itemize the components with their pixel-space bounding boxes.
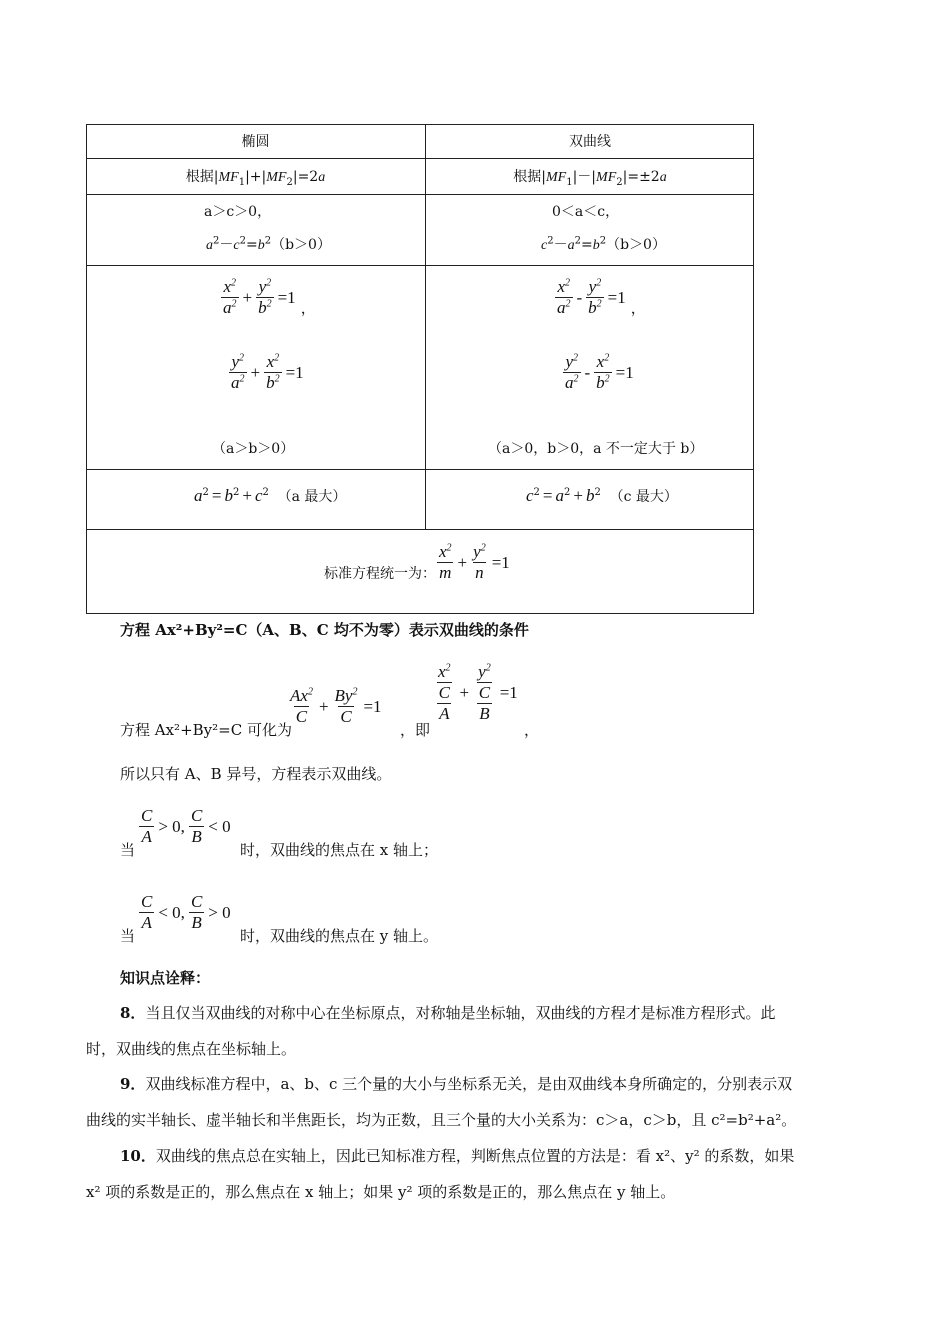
conversion-suffix: ， [524,721,540,739]
note-8: 8．当且仅当双曲线的对称中心在坐标原点，对称轴是坐标轴，双曲线的方程才是标准方程形式。此 [120,1004,776,1022]
ellipse-equation-note: （a＞b＞0） [212,441,295,457]
ellipse-equation-y: $\frac{y^2}{a^2}$ + $\frac{x^2}{b^2}$ =1 [231,352,304,392]
table-border-right [753,124,754,614]
table-border-bottom [86,613,754,614]
table-divider [86,265,754,266]
conversion-prefix: 方程 Ax²+By²=C 可化为 [120,721,292,739]
note-8-cont: 时，双曲线的焦点在坐标轴上。 [86,1040,297,1058]
note-9-cont: 曲线的实半轴长、虚半轴长和半焦距长，均为正数，且三个量的大小关系为：c＞a，c＞b，且 c²=b²+a²。 [86,1111,797,1129]
table-border-left [86,124,87,614]
case-y-text: 时，双曲线的焦点在 y 轴上。 [240,927,439,945]
case-x-condition: $\frac{C}{A}$ > 0, $\frac{C}{B}$ < 0 [141,806,231,846]
table-divider [86,469,754,470]
comparison-table [86,124,754,614]
case-x-text: 时，双曲线的焦点在 x 轴上； [240,841,438,859]
note-10-cont: x² 项的系数是正的，那么焦点在 x 轴上；如果 y² 项的系数是正的，那么焦点在 y 轴上。 [86,1183,676,1201]
hyperbola-relation: $c^2 = a^2 + b^2$ （c 最大） [526,486,678,505]
hyperbola-equation-x: $\frac{x^2}{a^2}$ - $\frac{y^2}{b^2}$ =1 ， [557,277,646,317]
ellipse-condition-1: a＞c＞0， [204,204,272,220]
case-x-prefix: 当 [120,841,136,859]
conversion-mid: ，即 [400,721,431,739]
header-hyperbola: 双曲线 [569,134,611,150]
hyperbola-condition-1: 0＜a＜c， [552,204,620,220]
ellipse-definition: 根据$|MF_1|+|MF_2|=2a$ [185,169,326,188]
hyperbola-equation-note: （a＞0，b＞0，a 不一定大于 b） [488,441,704,457]
hyperbola-condition-2: $c^2-a^2=b^2(b>0)$ [541,235,666,253]
hyperbola-definition: 根据$|MF_1|-|MF_2|=\pm 2a$ [513,169,667,188]
ellipse-equation-x: $\frac{x^2}{a^2}$ + $\frac{y^2}{b^2}$ =1 ， [223,277,316,317]
table-divider [86,529,754,530]
notes-title: 知识点诠释： [120,969,211,987]
case-y-prefix: 当 [120,927,136,945]
table-divider [86,194,754,195]
case-y-condition: $\frac{C}{A}$ < 0, $\frac{C}{B}$ > 0 [141,892,231,932]
ellipse-condition-2: $a^2-c^2=b^2(b>0)$ [206,235,331,253]
table-divider [86,158,754,159]
conversion-equation-2: $\frac{\frac{x^2}{C}}{A}$ + $\frac{\frac{y^2}{C}}{B}$ =1 [438,662,518,723]
hyperbola-equation-y: $\frac{y^2}{a^2}$ - $\frac{x^2}{b^2}$ =1 [565,352,634,392]
note-9: 9．双曲线标准方程中，a、b、c 三个量的大小与坐标系无关，是由双曲线本身所确定的，分别表示双 [120,1075,793,1093]
section-title: 方程 Ax²+By²=C（A、B、C 均不为零）表示双曲线的条件 [120,621,529,639]
conclusion: 所以只有 A、B 异号，方程表示双曲线。 [120,765,392,783]
note-10: 10．双曲线的焦点总在实轴上，因此已知标准方程，判断焦点位置的方法是：看 x²、y² 的系数，如果 [120,1147,795,1165]
table-border-top [86,124,754,125]
unified-equation: 标准方程统一为： $\frac{x^2}{m}$ + $\frac{y^2}{n}$ =1 [324,542,510,582]
header-ellipse: 椭圆 [241,134,270,150]
conversion-equation-1: $\frac{Ax^2}{C}$ + $\frac{By^2}{C}$ =1 [290,686,382,726]
ellipse-relation: $a^2 = b^2 + c^2$ （a 最大） [194,486,347,505]
